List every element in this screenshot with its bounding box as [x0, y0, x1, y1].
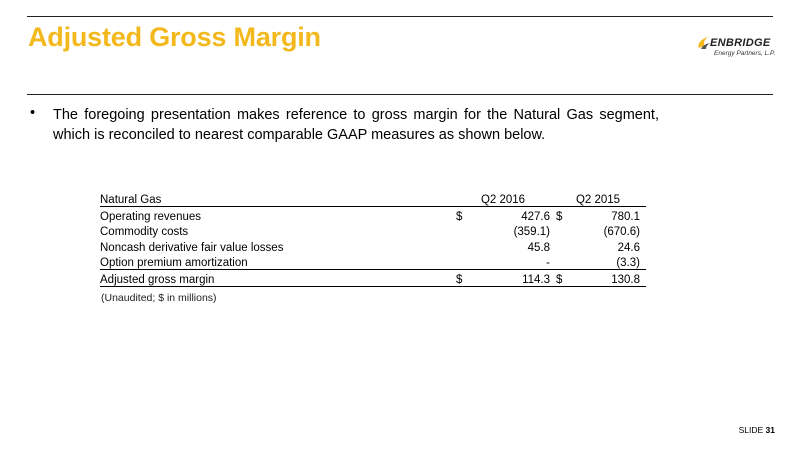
currency-symbol: [456, 223, 474, 239]
table-total-row: [100, 270, 646, 287]
cell-value: (359.1): [513, 226, 550, 238]
cell-value: 427.6: [521, 210, 550, 223]
table-row: [100, 207, 646, 223]
row-label: Adjusted gross margin: [100, 270, 456, 287]
currency-symbol: [550, 223, 574, 239]
reconciliation-table: [100, 190, 646, 287]
slide-title: Adjusted Gross Margin: [28, 22, 321, 52]
cell-value: 24.6: [617, 241, 640, 254]
header-divider: [27, 94, 773, 95]
table-row: [100, 254, 646, 270]
row-label: Option premium amortization: [100, 254, 456, 270]
currency-symbol: [550, 254, 574, 270]
slide-number-value: 31: [765, 425, 775, 435]
table-header-row: [100, 190, 646, 207]
currency-symbol: [550, 238, 574, 254]
bullet-text: The foregoing presentation makes reference to gross margin for the Natural Gas segment, which is reconciled to nearest comparable GAAP measures as shown below.: [53, 107, 659, 143]
row-label: Noncash derivative fair value losses: [100, 241, 284, 254]
row-label: Operating revenues: [100, 210, 202, 223]
cell-value: -: [474, 254, 550, 270]
table-footnote: (Unaudited; $ in millions): [101, 292, 217, 304]
logo-subtitle: Energy Partners, L.P.: [714, 50, 776, 57]
enbridge-logo: [696, 34, 776, 64]
currency-symbol: $: [456, 210, 463, 223]
cell-value: (3.3): [574, 254, 640, 270]
slide-number: [739, 425, 775, 435]
table-row: [100, 238, 646, 254]
bullet-marker: •: [30, 105, 36, 121]
column-header-q2-2015: Q2 2015: [550, 190, 640, 207]
table-row: [100, 223, 646, 239]
top-divider: [27, 16, 773, 17]
currency-symbol: $: [550, 270, 574, 287]
logo-wordmark: ENBRIDGE: [710, 37, 771, 49]
currency-symbol: [456, 254, 474, 270]
cell-value: 780.1: [611, 210, 640, 223]
currency-symbol: $: [556, 210, 563, 223]
cell-value: 45.8: [527, 241, 550, 254]
row-label: Commodity costs: [100, 226, 189, 238]
cell-value: 114.3: [474, 270, 550, 287]
column-header-segment: Natural Gas: [100, 190, 456, 207]
column-header-q2-2016: Q2 2016: [456, 190, 550, 207]
cell-value: (670.6): [603, 226, 640, 238]
currency-symbol: $: [456, 270, 474, 287]
currency-symbol: [456, 238, 474, 254]
cell-value: 130.8: [574, 270, 640, 287]
slide-label: SLIDE: [738, 425, 764, 435]
